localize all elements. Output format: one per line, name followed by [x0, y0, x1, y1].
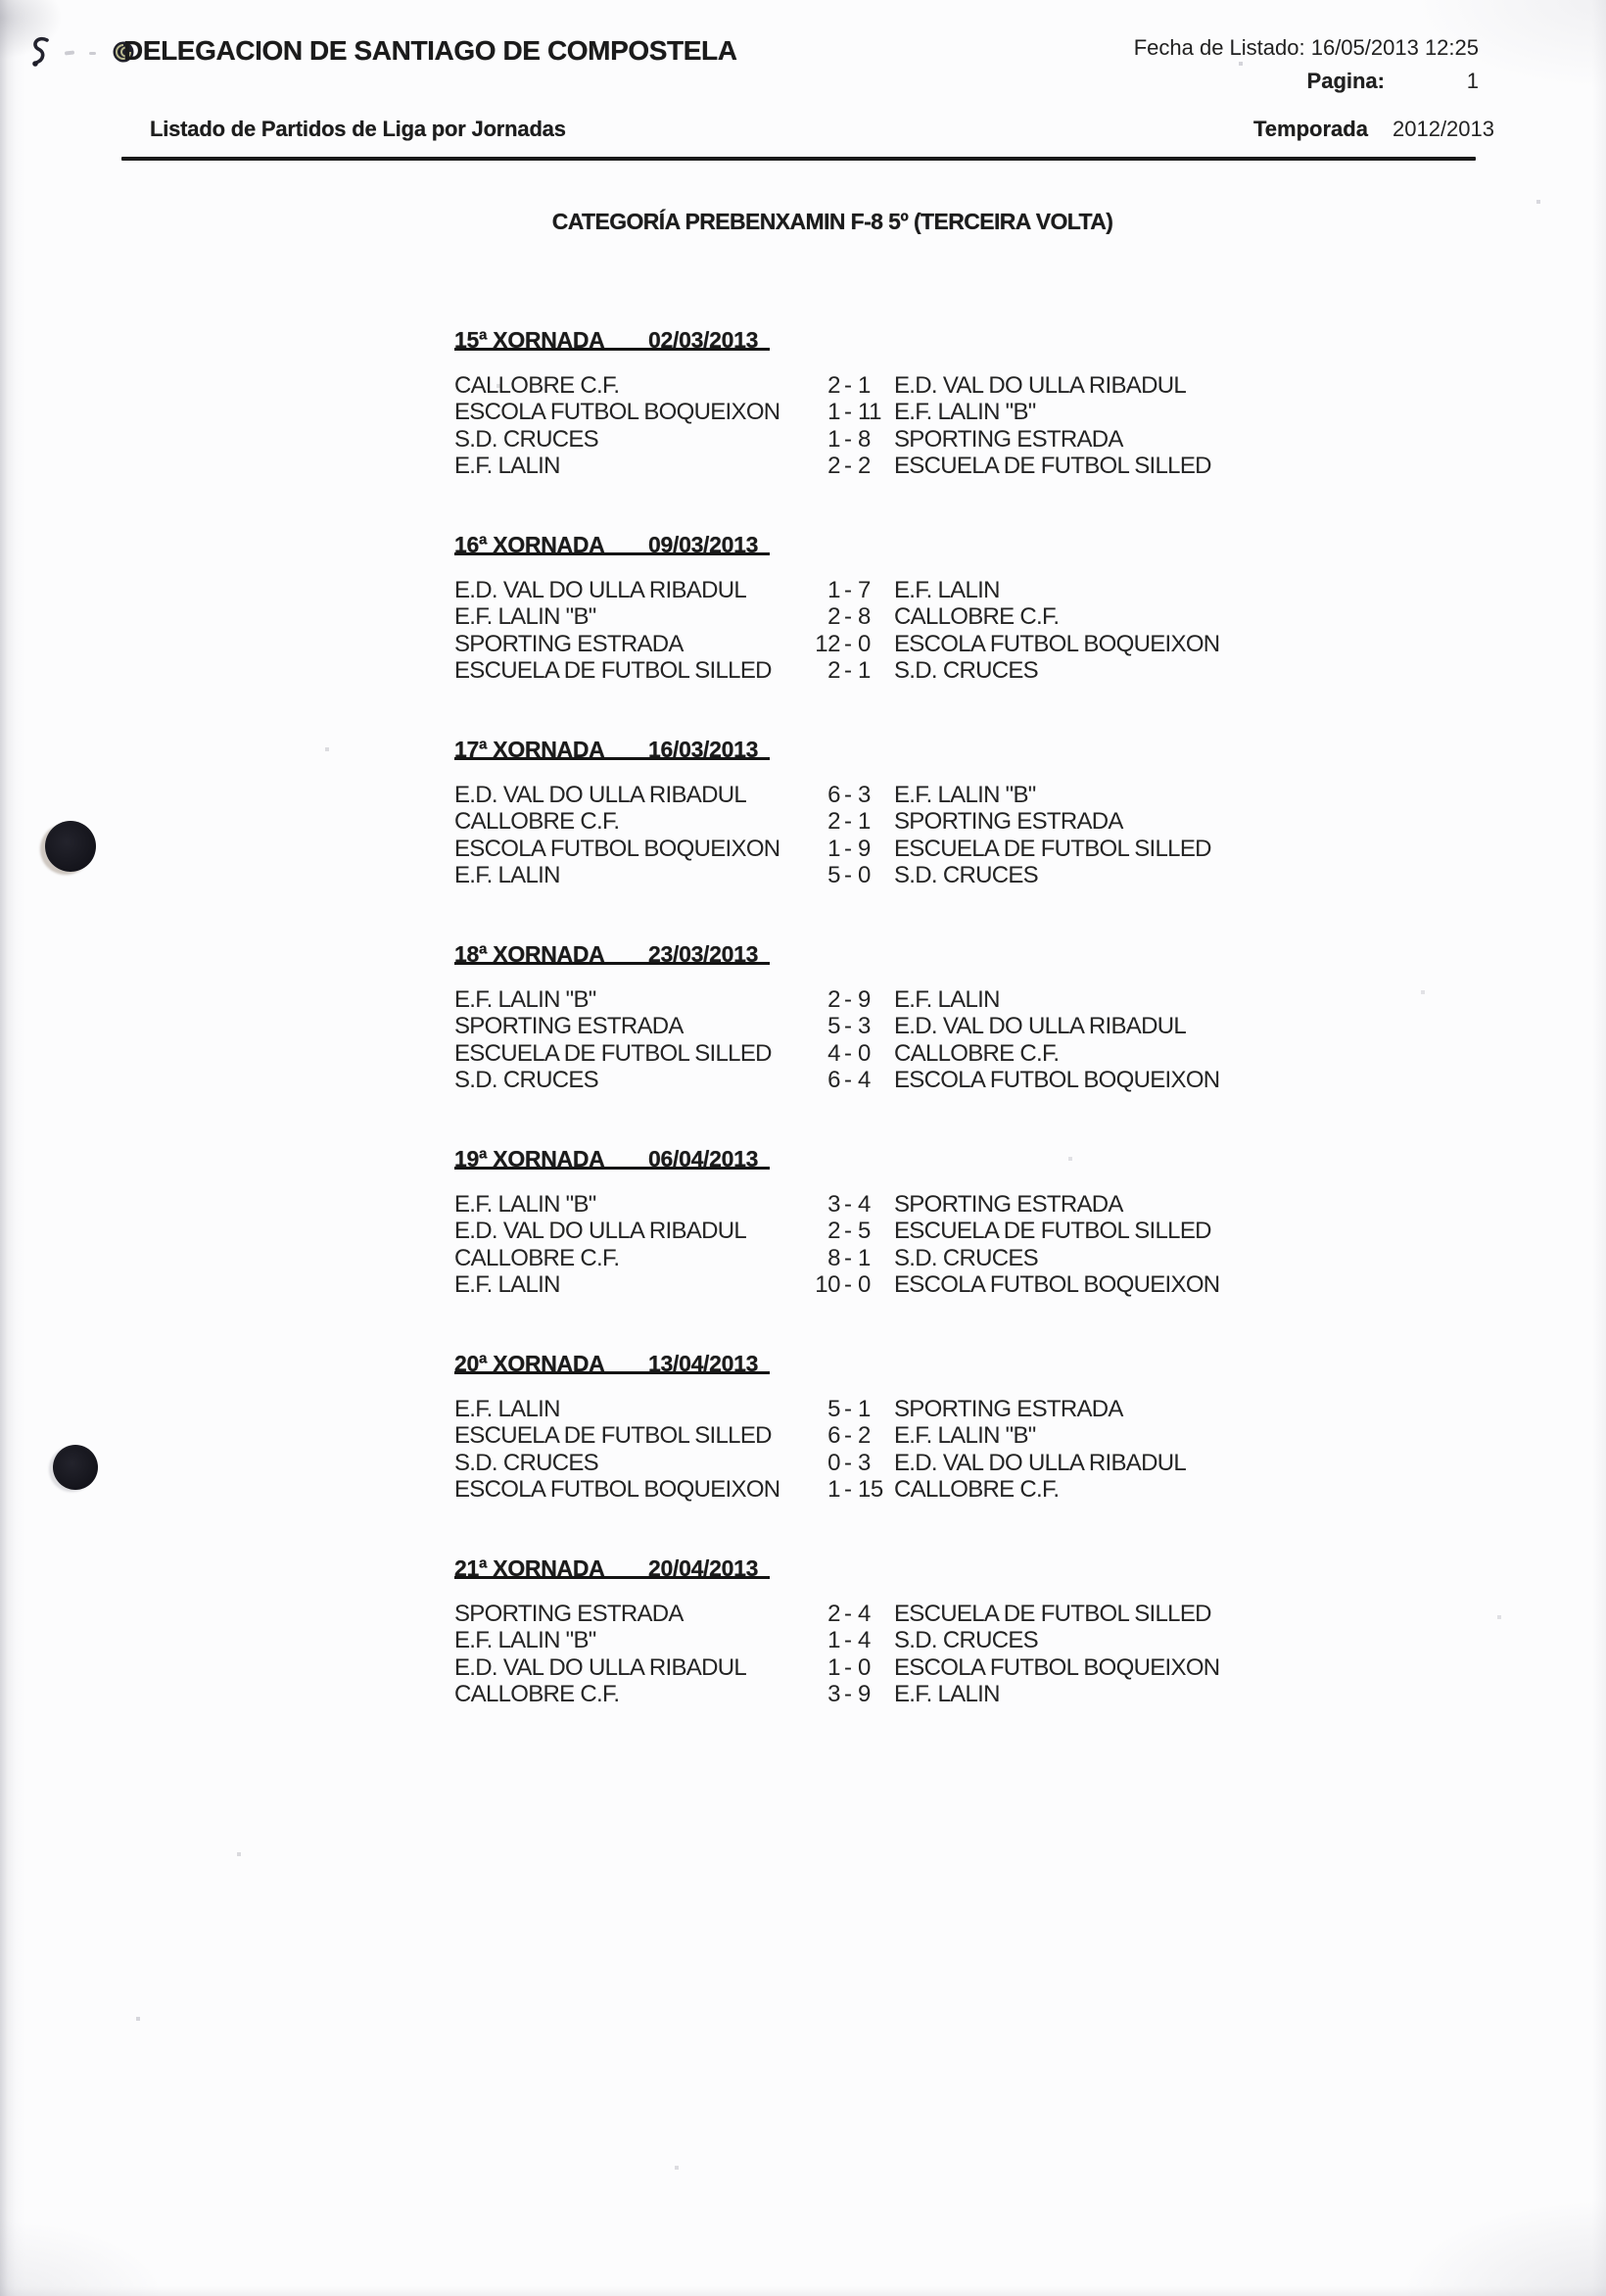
away-score: 5: [858, 1218, 871, 1245]
jornada-section: [454, 532, 1336, 737]
pen-squiggle-artifact: [30, 36, 52, 70]
jornada-header: [454, 737, 770, 760]
away-team: E.D. VAL DO ULLA RIBADUL: [894, 1449, 1186, 1476]
score-separator: -: [844, 1191, 852, 1218]
jornada-section: [454, 1146, 1336, 1351]
scan-artifact: [65, 50, 74, 55]
header-divider-rule: [121, 157, 1476, 161]
jornada-label: 18ª XORNADA: [454, 941, 605, 967]
home-team: CALLOBRE C.F.: [454, 808, 620, 836]
jornada-list: [454, 327, 1336, 1760]
jornada-header: [454, 1555, 770, 1579]
home-score: 2: [827, 453, 840, 480]
home-score: 0: [827, 1449, 840, 1476]
away-score: 1: [858, 1396, 871, 1422]
away-team: E.F. LALIN "B": [894, 782, 1036, 808]
jornada-date: 20/04/2013: [648, 1555, 759, 1581]
home-team: E.F. LALIN: [454, 1396, 560, 1422]
home-team: CALLOBRE C.F.: [454, 372, 620, 399]
score-separator: -: [844, 425, 852, 453]
home-team: E.D. VAL DO ULLA RIBADUL: [454, 1653, 746, 1681]
score-separator: -: [844, 1244, 852, 1271]
away-team: CALLOBRE C.F.: [894, 1476, 1060, 1504]
home-team: E.D. VAL DO ULLA RIBADUL: [454, 1218, 746, 1245]
match-row: [454, 1218, 1336, 1244]
home-score: 2: [827, 372, 840, 399]
home-score: 12: [815, 630, 840, 657]
score-separator: -: [844, 453, 852, 480]
jornada-header: [454, 327, 770, 351]
jornada-date: 13/04/2013: [648, 1351, 759, 1376]
away-score: 9: [858, 1681, 871, 1708]
home-score: 1: [827, 835, 840, 862]
home-team: E.F. LALIN: [454, 453, 560, 480]
scan-noise: [0, 0, 2, 2]
jornada-date: 23/03/2013: [648, 941, 759, 967]
away-team: ESCUELA DE FUTBOL SILLED: [894, 453, 1211, 480]
match-row: [454, 862, 1336, 888]
home-team: SPORTING ESTRADA: [454, 630, 684, 657]
away-score: 9: [858, 835, 871, 862]
jornada-section: [454, 1351, 1336, 1555]
pagina-line: [1134, 69, 1479, 94]
home-score: 2: [827, 986, 840, 1013]
home-score: 6: [827, 1422, 840, 1450]
away-score: 0: [858, 1653, 871, 1681]
jornada-matches: [454, 986, 1336, 1094]
match-row: [454, 372, 1336, 399]
away-score: 4: [858, 1601, 871, 1627]
home-team: E.F. LALIN "B": [454, 986, 596, 1013]
jornada-matches: [454, 1601, 1336, 1708]
match-row: [454, 577, 1336, 603]
jornada-label: 21ª XORNADA: [454, 1555, 605, 1581]
score-separator: -: [844, 1271, 852, 1299]
document-subtitle: Listado de Partidos de Liga por Jornadas: [150, 117, 566, 141]
jornada-matches: [454, 1396, 1336, 1504]
jornada-section: [454, 941, 1336, 1146]
home-team: S.D. CRUCES: [454, 425, 598, 453]
score-separator: -: [844, 1039, 852, 1067]
away-team: E.F. LALIN "B": [894, 399, 1036, 426]
away-team: SPORTING ESTRADA: [894, 1396, 1123, 1422]
home-team: ESCOLA FUTBOL BOQUEIXON: [454, 835, 780, 862]
away-team: S.D. CRUCES: [894, 1627, 1038, 1654]
home-score: 1: [827, 425, 840, 453]
match-row: [454, 1013, 1336, 1039]
match-row: [454, 1191, 1336, 1218]
home-team: E.D. VAL DO ULLA RIBADUL: [454, 782, 746, 808]
home-team: E.F. LALIN: [454, 1271, 560, 1299]
home-score: 3: [827, 1191, 840, 1218]
score-separator: -: [844, 1013, 852, 1040]
match-row: [454, 986, 1336, 1013]
match-row: [454, 1601, 1336, 1627]
away-score: 2: [858, 1422, 871, 1450]
match-row: [454, 1450, 1336, 1476]
match-row: [454, 426, 1336, 453]
home-team: ESCOLA FUTBOL BOQUEIXON: [454, 399, 780, 426]
jornada-date: 09/03/2013: [648, 532, 759, 557]
home-team: ESCUELA DE FUTBOL SILLED: [454, 1039, 772, 1067]
away-score: 0: [858, 1271, 871, 1299]
temporada-label: Temporada: [1253, 117, 1368, 141]
away-score: 1: [858, 1244, 871, 1271]
home-score: 1: [827, 577, 840, 603]
home-score: 2: [827, 657, 840, 685]
score-separator: -: [844, 1601, 852, 1627]
jornada-header: [454, 532, 770, 555]
away-score: 3: [858, 1013, 871, 1040]
home-score: 10: [815, 1271, 840, 1299]
jornada-label: 16ª XORNADA: [454, 532, 605, 557]
score-separator: -: [844, 1449, 852, 1476]
match-row: [454, 453, 1336, 479]
home-score: 1: [827, 1476, 840, 1504]
match-row: [454, 836, 1336, 862]
home-score: 6: [827, 782, 840, 808]
jornada-date: 02/03/2013: [648, 327, 759, 353]
away-score: 15: [858, 1476, 883, 1504]
category-title: CATEGORÍA PREBENXAMIN F-8 5º (TERCEIRA VOLTA): [551, 209, 1113, 234]
match-row: [454, 1654, 1336, 1681]
away-team: E.F. LALIN: [894, 986, 1000, 1013]
scan-artifact: [89, 52, 96, 55]
home-team: E.F. LALIN "B": [454, 603, 596, 631]
jornada-header: [454, 1351, 770, 1374]
home-score: 1: [827, 399, 840, 426]
match-row: [454, 808, 1336, 835]
home-team: E.F. LALIN "B": [454, 1191, 596, 1218]
temporada-line: [1253, 117, 1494, 142]
match-row: [454, 657, 1336, 684]
jornada-header: [454, 941, 770, 965]
jornada-label: 17ª XORNADA: [454, 737, 605, 762]
away-team: CALLOBRE C.F.: [894, 1039, 1060, 1067]
away-score: 8: [858, 603, 871, 631]
document-title: DELEGACION DE SANTIAGO DE COMPOSTELA: [123, 35, 737, 66]
home-team: E.D. VAL DO ULLA RIBADUL: [454, 577, 746, 603]
home-team: S.D. CRUCES: [454, 1067, 598, 1094]
match-row: [454, 1245, 1336, 1271]
match-row: [454, 1040, 1336, 1067]
match-row: [454, 1067, 1336, 1093]
away-score: 3: [858, 1449, 871, 1476]
match-row: [454, 1271, 1336, 1298]
away-team: ESCOLA FUTBOL BOQUEIXON: [894, 1067, 1220, 1094]
home-team: ESCUELA DE FUTBOL SILLED: [454, 1422, 772, 1450]
match-row: [454, 1396, 1336, 1422]
jornada-date: 06/04/2013: [648, 1146, 759, 1172]
away-score: 4: [858, 1067, 871, 1094]
away-score: 1: [858, 808, 871, 836]
away-score: 4: [858, 1627, 871, 1654]
home-score: 1: [827, 1653, 840, 1681]
home-score: 4: [827, 1039, 840, 1067]
match-row: [454, 603, 1336, 630]
away-team: E.F. LALIN: [894, 1681, 1000, 1708]
jornada-label: 19ª XORNADA: [454, 1146, 605, 1172]
home-score: 6: [827, 1067, 840, 1094]
score-separator: -: [844, 1476, 852, 1504]
score-separator: -: [844, 1218, 852, 1245]
home-score: 2: [827, 603, 840, 631]
away-team: ESCUELA DE FUTBOL SILLED: [894, 835, 1211, 862]
home-team: CALLOBRE C.F.: [454, 1681, 620, 1708]
score-separator: -: [844, 835, 852, 862]
score-separator: -: [844, 808, 852, 836]
score-separator: -: [844, 1067, 852, 1094]
away-score: 0: [858, 862, 871, 889]
away-team: E.D. VAL DO ULLA RIBADUL: [894, 372, 1186, 399]
home-team: SPORTING ESTRADA: [454, 1013, 684, 1040]
home-team: E.F. LALIN "B": [454, 1627, 596, 1654]
jornada-date: 16/03/2013: [648, 737, 759, 762]
away-team: S.D. CRUCES: [894, 1244, 1038, 1271]
pagina-label: Pagina:: [1306, 69, 1385, 93]
home-score: 2: [827, 1218, 840, 1245]
home-team: ESCOLA FUTBOL BOQUEIXON: [454, 1476, 780, 1504]
away-team: SPORTING ESTRADA: [894, 808, 1123, 836]
away-score: 8: [858, 425, 871, 453]
hole-punch-mark: [45, 821, 96, 872]
score-separator: -: [844, 1627, 852, 1654]
score-separator: -: [844, 1422, 852, 1450]
match-row: [454, 1627, 1336, 1653]
home-score: 5: [827, 1396, 840, 1422]
away-team: ESCOLA FUTBOL BOQUEIXON: [894, 1271, 1220, 1299]
away-team: S.D. CRUCES: [894, 862, 1038, 889]
jornada-matches: [454, 372, 1336, 480]
jornada-matches: [454, 1191, 1336, 1299]
score-separator: -: [844, 1653, 852, 1681]
jornada-section: [454, 327, 1336, 532]
home-team: E.F. LALIN: [454, 862, 560, 889]
home-score: 1: [827, 1627, 840, 1654]
home-score: 5: [827, 862, 840, 889]
pagina-value: 1: [1466, 69, 1479, 93]
match-row: [454, 1681, 1336, 1707]
score-separator: -: [844, 399, 852, 426]
score-separator: -: [844, 577, 852, 603]
away-team: SPORTING ESTRADA: [894, 425, 1123, 453]
away-team: ESCOLA FUTBOL BOQUEIXON: [894, 1653, 1220, 1681]
jornada-label: 20ª XORNADA: [454, 1351, 605, 1376]
fecha-listado: Fecha de Listado: 16/05/2013 12:25: [1133, 35, 1479, 60]
away-team: E.F. LALIN "B": [894, 1422, 1036, 1450]
score-separator: -: [844, 1396, 852, 1422]
match-row: [454, 631, 1336, 657]
away-score: 3: [858, 782, 871, 808]
away-score: 9: [858, 986, 871, 1013]
match-row: [454, 399, 1336, 425]
score-separator: -: [844, 657, 852, 685]
temporada-value: 2012/2013: [1393, 117, 1494, 141]
match-row: [454, 1476, 1336, 1503]
home-score: 2: [827, 808, 840, 836]
away-score: 1: [858, 657, 871, 685]
away-score: 1: [858, 372, 871, 399]
home-team: CALLOBRE C.F.: [454, 1244, 620, 1271]
jornada-matches: [454, 577, 1336, 685]
away-team: SPORTING ESTRADA: [894, 1191, 1123, 1218]
jornada-header: [454, 1146, 770, 1170]
jornada-label: 15ª XORNADA: [454, 327, 605, 353]
jornada-matches: [454, 782, 1336, 889]
header-meta-block: [1134, 35, 1479, 94]
home-score: 3: [827, 1681, 840, 1708]
away-score: 0: [858, 630, 871, 657]
away-team: ESCUELA DE FUTBOL SILLED: [894, 1601, 1211, 1627]
away-team: CALLOBRE C.F.: [894, 603, 1060, 631]
away-team: S.D. CRUCES: [894, 657, 1038, 685]
score-separator: -: [844, 986, 852, 1013]
score-separator: -: [844, 372, 852, 399]
home-team: S.D. CRUCES: [454, 1449, 598, 1476]
home-score: 5: [827, 1013, 840, 1040]
home-team: ESCUELA DE FUTBOL SILLED: [454, 657, 772, 685]
score-separator: -: [844, 862, 852, 889]
away-score: 7: [858, 577, 871, 603]
score-separator: -: [844, 603, 852, 631]
away-team: E.D. VAL DO ULLA RIBADUL: [894, 1013, 1186, 1040]
match-row: [454, 782, 1336, 808]
score-separator: -: [844, 782, 852, 808]
hole-punch-mark: [53, 1445, 98, 1490]
away-score: 2: [858, 453, 871, 480]
home-score: 8: [827, 1244, 840, 1271]
away-score: 11: [858, 399, 881, 426]
jornada-section: [454, 1555, 1336, 1760]
jornada-section: [454, 737, 1336, 941]
away-score: 4: [858, 1191, 871, 1218]
away-team: E.F. LALIN: [894, 577, 1000, 603]
score-separator: -: [844, 630, 852, 657]
home-team: SPORTING ESTRADA: [454, 1601, 684, 1627]
home-score: 2: [827, 1601, 840, 1627]
away-team: ESCOLA FUTBOL BOQUEIXON: [894, 630, 1220, 657]
away-team: ESCUELA DE FUTBOL SILLED: [894, 1218, 1211, 1245]
score-separator: -: [844, 1681, 852, 1708]
away-score: 0: [858, 1039, 871, 1067]
match-row: [454, 1422, 1336, 1449]
